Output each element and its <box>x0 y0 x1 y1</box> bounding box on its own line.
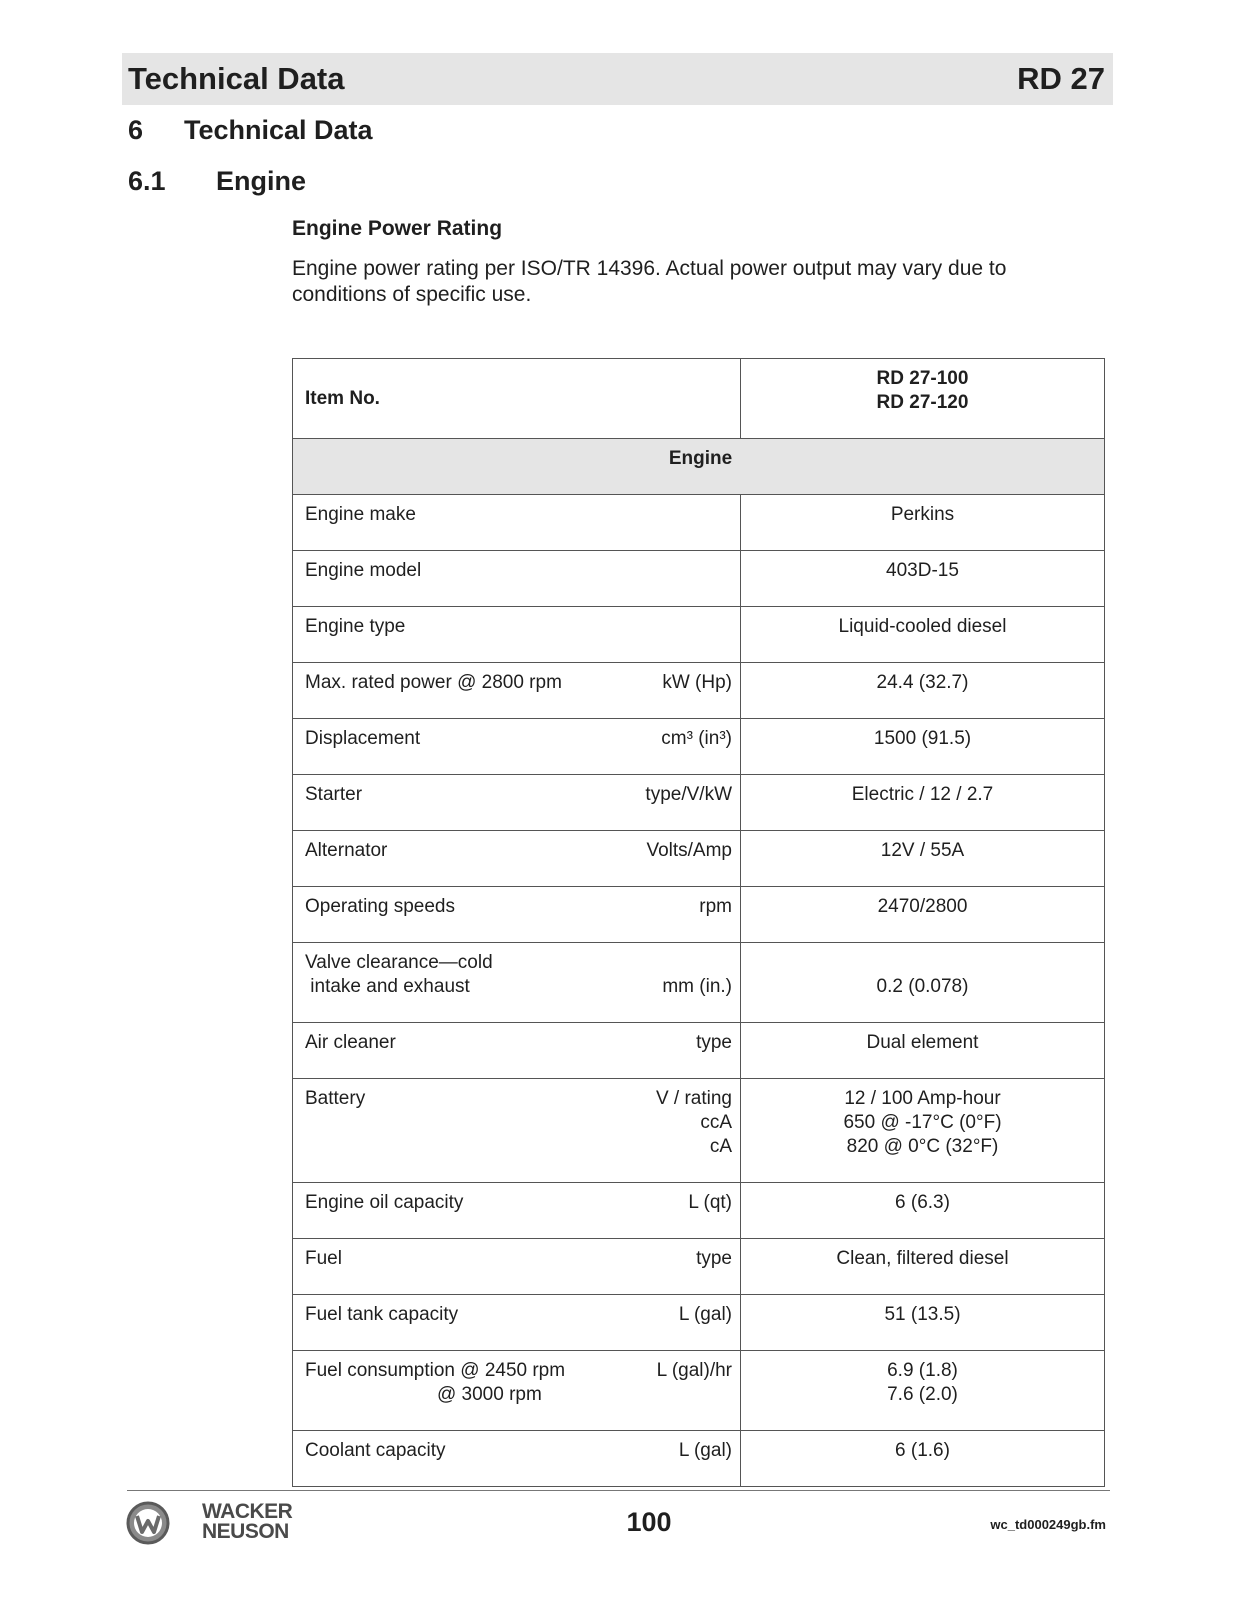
spec-label-cell <box>293 1295 741 1351</box>
spec-value-text: 12V / 55A <box>880 840 965 861</box>
table-row <box>293 1183 1105 1239</box>
spec-name: Starter <box>305 784 363 805</box>
table-row <box>293 1239 1105 1295</box>
spec-value <box>741 1079 1105 1183</box>
spec-value <box>741 1183 1105 1239</box>
spec-value <box>741 1295 1105 1351</box>
spec-label-cell <box>293 1079 741 1183</box>
table-row <box>293 1079 1105 1183</box>
spec-unit: rpm <box>699 896 732 917</box>
spec-value <box>741 607 1105 663</box>
table-row <box>293 607 1105 663</box>
spec-value-text: 6 (6.3) <box>895 1192 950 1213</box>
spec-label-cell <box>293 719 741 775</box>
spec-name: Battery <box>305 1088 366 1109</box>
spec-unit: type <box>696 1248 732 1269</box>
spec-value <box>741 887 1105 943</box>
table-row <box>293 495 1105 551</box>
table-row <box>293 831 1105 887</box>
engine-section-label: Engine <box>293 439 1105 495</box>
spec-value <box>741 831 1105 887</box>
spec-value-text: Perkins <box>890 504 955 525</box>
wacker-neuson-logo-icon <box>126 1501 170 1545</box>
spec-label-cell <box>293 1183 741 1239</box>
spec-label-cell <box>293 1351 741 1431</box>
spec-name: Engine make <box>305 504 416 525</box>
spec-unit: L (gal) <box>678 1304 732 1325</box>
spec-value <box>741 1431 1105 1487</box>
spec-value <box>741 943 1105 1023</box>
header-model: RD 27 <box>1017 61 1105 96</box>
spec-value <box>741 1351 1105 1431</box>
power-rating-title: Engine Power Rating <box>292 217 503 240</box>
model-numbers: RD 27-100 RD 27-120 <box>876 368 969 413</box>
header-title: Technical Data <box>128 61 345 96</box>
spec-unit: L (gal) <box>678 1440 732 1461</box>
table-section-row <box>293 439 1105 495</box>
spec-value-text: Clean, filtered diesel <box>836 1248 1009 1269</box>
table-row <box>293 775 1105 831</box>
table-row <box>293 663 1105 719</box>
spec-name: Engine oil capacity <box>305 1192 464 1213</box>
spec-name: Alternator <box>305 840 388 861</box>
spec-label-cell <box>293 775 741 831</box>
table-row <box>293 1351 1105 1431</box>
spec-unit: Volts/Amp <box>646 840 732 861</box>
spec-unit: mm (in.) <box>662 976 732 997</box>
spec-name: Fuel tank capacity <box>305 1304 459 1325</box>
spec-unit: cm³ (in³) <box>661 728 732 749</box>
spec-value-text: 12 / 100 Amp-hour 650 @ -17°C (0°F) 820 @ 0°C (32°F) <box>843 1088 1002 1157</box>
spec-label-cell <box>293 495 741 551</box>
spec-value-text: Liquid-cooled diesel <box>838 616 1007 637</box>
table-row <box>293 719 1105 775</box>
spec-value-text: 6.9 (1.8) 7.6 (2.0) <box>887 1360 958 1405</box>
spec-unit: V / rating ccA cA <box>655 1088 732 1157</box>
engine-spec-table <box>292 358 1105 1487</box>
spec-name: Valve clearance—cold intake and exhaust <box>305 952 493 997</box>
spec-label-cell <box>293 831 741 887</box>
spec-unit: L (qt) <box>688 1192 732 1213</box>
spec-value-text: 6 (1.6) <box>895 1440 950 1461</box>
page-number: 100 <box>626 1507 672 1537</box>
spec-name: Engine type <box>305 616 406 637</box>
spec-value-text: 24.4 (32.7) <box>876 672 969 693</box>
table-row <box>293 1295 1105 1351</box>
subsection-title: Engine <box>216 166 307 196</box>
spec-value <box>741 551 1105 607</box>
spec-name: Fuel <box>305 1248 342 1269</box>
spec-value-text: 1500 (91.5) <box>873 728 972 749</box>
spec-label-cell <box>293 551 741 607</box>
spec-name: Operating speeds <box>305 896 455 917</box>
table-row <box>293 943 1105 1023</box>
file-name: wc_td000249gb.fm <box>990 1517 1106 1532</box>
spec-label-cell <box>293 663 741 719</box>
spec-name: Coolant capacity <box>305 1440 446 1461</box>
spec-unit: L (gal)/hr <box>656 1360 732 1381</box>
spec-value <box>741 775 1105 831</box>
table-header-row <box>293 359 1105 439</box>
spec-value-text: 0.2 (0.078) <box>876 976 969 997</box>
spec-value <box>741 663 1105 719</box>
spec-value-text: Electric / 12 / 2.7 <box>851 784 994 805</box>
spec-value <box>741 495 1105 551</box>
spec-label-cell <box>293 887 741 943</box>
item-no-label: Item No. <box>305 388 380 409</box>
spec-label-cell <box>293 1431 741 1487</box>
spec-label-cell <box>293 1023 741 1079</box>
subsection-number: 6.1 <box>128 166 166 196</box>
spec-name: Displacement <box>305 728 421 749</box>
spec-value-text: Dual element <box>866 1032 979 1053</box>
brand-logo-text: WACKER NEUSON <box>202 1500 293 1543</box>
section-number: 6 <box>128 115 144 145</box>
spec-unit: kW (Hp) <box>662 672 732 693</box>
spec-name: Air cleaner <box>305 1032 396 1053</box>
footer-divider <box>127 1490 1110 1491</box>
table-row <box>293 551 1105 607</box>
power-rating-text: Engine power rating per ISO/TR 14396. Actual power output may vary due to conditions of specific use. <box>292 257 1007 306</box>
spec-name: Fuel consumption @ 2450 rpm @ 3000 rpm <box>305 1360 566 1405</box>
section-title: Technical Data <box>184 115 373 145</box>
spec-name: Max. rated power @ 2800 rpm <box>305 672 562 693</box>
table-row <box>293 887 1105 943</box>
spec-value <box>741 1023 1105 1079</box>
spec-value-text: 2470/2800 <box>877 896 968 917</box>
spec-value-text: 51 (13.5) <box>884 1304 961 1325</box>
spec-value <box>741 719 1105 775</box>
spec-label-cell <box>293 943 741 1023</box>
spec-unit: type <box>696 1032 732 1053</box>
spec-value-text: 403D-15 <box>886 560 959 581</box>
spec-name: Engine model <box>305 560 422 581</box>
spec-value <box>741 1239 1105 1295</box>
table-row <box>293 1023 1105 1079</box>
table-row <box>293 1431 1105 1487</box>
spec-unit: type/V/kW <box>645 784 732 805</box>
spec-label-cell <box>293 607 741 663</box>
spec-label-cell <box>293 1239 741 1295</box>
